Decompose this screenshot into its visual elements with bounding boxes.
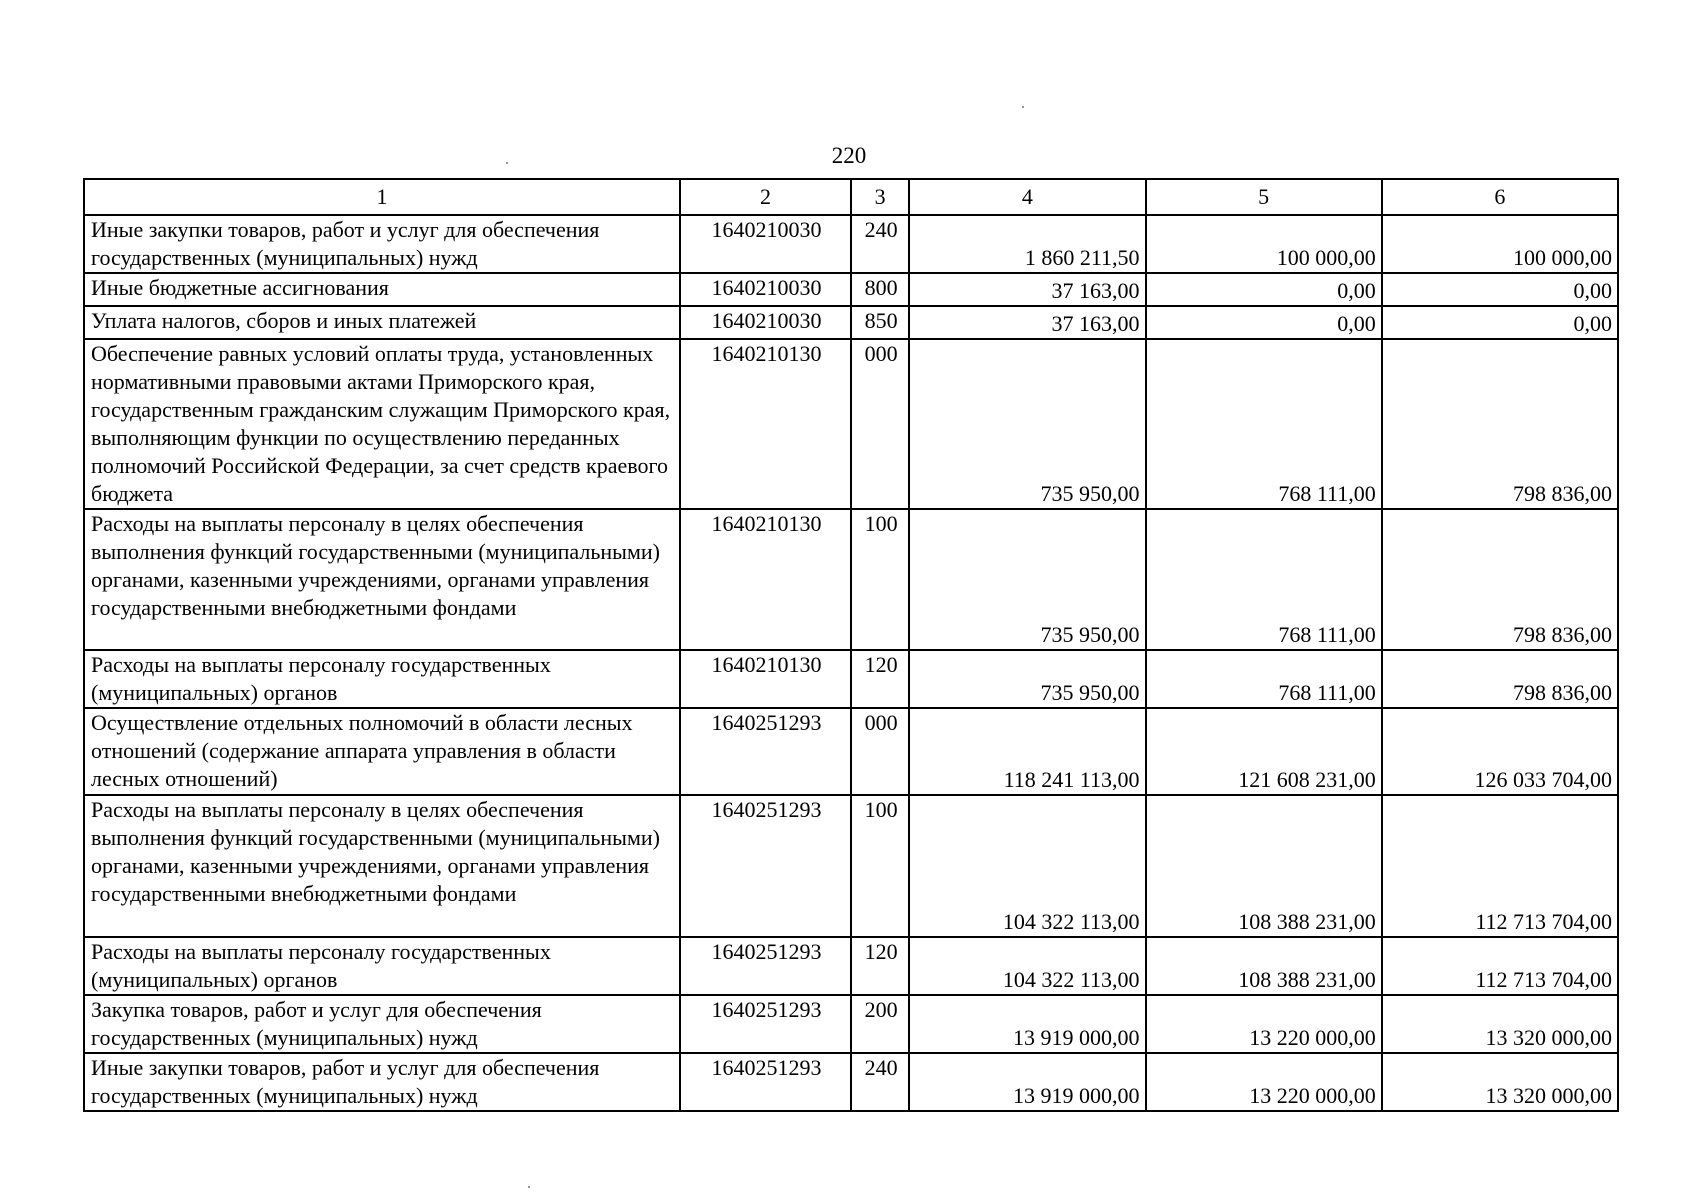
row-amount-col6: 0,00	[1382, 273, 1618, 306]
row-amount-col6: 798 836,00	[1382, 509, 1618, 650]
row-expense-type: 000	[851, 708, 909, 795]
row-expense-type: 100	[851, 509, 909, 650]
row-code: 1640210030	[680, 215, 851, 273]
row-amount-col5: 108 388 231,00	[1146, 937, 1382, 995]
row-code: 1640251293	[680, 1053, 851, 1111]
row-amount-col5: 768 111,00	[1146, 509, 1382, 650]
scan-speck	[528, 1186, 530, 1188]
row-amount-col6: 798 836,00	[1382, 650, 1618, 708]
row-expense-type: 120	[851, 650, 909, 708]
row-name: Иные закупки товаров, работ и услуг для обеспечения государственных (муниципальных) нужд	[84, 215, 680, 273]
row-amount-col5: 768 111,00	[1146, 650, 1382, 708]
row-amount-col6: 13 320 000,00	[1382, 995, 1618, 1053]
table-row	[84, 215, 1618, 273]
table-row	[84, 937, 1618, 995]
page-number: 220	[831, 143, 867, 168]
row-expense-type: 240	[851, 215, 909, 273]
row-name: Расходы на выплаты персоналу в целях обеспечения выполнения функций государственными (муниципальными) органами, казенными учреждениями, органами управления государственными внебюджетными фондами	[84, 795, 680, 937]
row-amount-col6: 798 836,00	[1382, 339, 1618, 509]
row-amount-col4: 735 950,00	[909, 650, 1145, 708]
row-name: Иные закупки товаров, работ и услуг для обеспечения государственных (муниципальных) нужд	[84, 1053, 680, 1111]
row-code: 1640210030	[680, 306, 851, 339]
row-amount-col6: 112 713 704,00	[1382, 937, 1618, 995]
row-amount-col4: 1 860 211,50	[909, 215, 1145, 273]
row-amount-col5: 108 388 231,00	[1146, 795, 1382, 937]
table-row	[84, 795, 1618, 937]
row-expense-type: 000	[851, 339, 909, 509]
row-name: Закупка товаров, работ и услуг для обеспечения государственных (муниципальных) нужд	[84, 995, 680, 1053]
row-amount-col6: 100 000,00	[1382, 215, 1618, 273]
row-amount-col5: 13 220 000,00	[1146, 1053, 1382, 1111]
row-code: 1640251293	[680, 995, 851, 1053]
row-expense-type: 200	[851, 995, 909, 1053]
budget-table	[83, 178, 1619, 1112]
row-amount-col4: 13 919 000,00	[909, 1053, 1145, 1111]
row-name: Уплата налогов, сборов и иных платежей	[84, 306, 680, 339]
row-amount-col5: 0,00	[1146, 306, 1382, 339]
row-amount-col6: 112 713 704,00	[1382, 795, 1618, 937]
row-code: 1640210130	[680, 339, 851, 509]
row-amount-col5: 13 220 000,00	[1146, 995, 1382, 1053]
row-amount-col4: 37 163,00	[909, 273, 1145, 306]
row-code: 1640210030	[680, 273, 851, 306]
row-amount-col6: 13 320 000,00	[1382, 1053, 1618, 1111]
table-row	[84, 1053, 1618, 1111]
row-expense-type: 100	[851, 795, 909, 937]
row-amount-col5: 0,00	[1146, 273, 1382, 306]
row-name: Расходы на выплаты персоналу государственных (муниципальных) органов	[84, 650, 680, 708]
table-row	[84, 306, 1618, 339]
row-amount-col4: 735 950,00	[909, 339, 1145, 509]
column-header: 2	[680, 179, 851, 215]
row-expense-type: 240	[851, 1053, 909, 1111]
row-code: 1640251293	[680, 937, 851, 995]
column-header: 6	[1382, 179, 1618, 215]
row-amount-col4: 104 322 113,00	[909, 937, 1145, 995]
scan-speck	[506, 162, 508, 164]
row-expense-type: 120	[851, 937, 909, 995]
row-amount-col4: 104 322 113,00	[909, 795, 1145, 937]
table-row	[84, 995, 1618, 1053]
column-header: 3	[851, 179, 909, 215]
row-code: 1640210130	[680, 509, 851, 650]
row-name: Иные бюджетные ассигнования	[84, 273, 680, 306]
row-amount-col4: 735 950,00	[909, 509, 1145, 650]
row-amount-col6: 0,00	[1382, 306, 1618, 339]
row-name: Обеспечение равных условий оплаты труда, установленных нормативными правовыми актами Приморского края, государственным гражданским служащим Приморского края, выполняющим функции по осуществлению переданных полномочий Российской Федерации, за счет средств краевого бюджета	[84, 339, 680, 509]
scan-speck	[1022, 106, 1024, 108]
row-amount-col4: 13 919 000,00	[909, 995, 1145, 1053]
table-row	[84, 509, 1618, 650]
column-header: 1	[84, 179, 680, 215]
row-code: 1640251293	[680, 708, 851, 795]
row-amount-col5: 768 111,00	[1146, 339, 1382, 509]
row-code: 1640251293	[680, 795, 851, 937]
row-name: Расходы на выплаты персоналу государственных (муниципальных) органов	[84, 937, 680, 995]
row-name: Расходы на выплаты персоналу в целях обеспечения выполнения функций государственными (муниципальными) органами, казенными учреждениями, органами управления государственными внебюджетными фондами	[84, 509, 680, 650]
table-row	[84, 273, 1618, 306]
row-amount-col6: 126 033 704,00	[1382, 708, 1618, 795]
row-amount-col4: 118 241 113,00	[909, 708, 1145, 795]
column-header: 4	[909, 179, 1145, 215]
row-amount-col5: 121 608 231,00	[1146, 708, 1382, 795]
row-expense-type: 850	[851, 306, 909, 339]
table-row	[84, 650, 1618, 708]
column-header: 5	[1146, 179, 1382, 215]
table-body	[84, 215, 1618, 1111]
row-amount-col4: 37 163,00	[909, 306, 1145, 339]
header-row	[84, 179, 1618, 215]
table-row	[84, 339, 1618, 509]
table-row	[84, 708, 1618, 795]
row-expense-type: 800	[851, 273, 909, 306]
row-amount-col5: 100 000,00	[1146, 215, 1382, 273]
row-name: Осуществление отдельных полномочий в области лесных отношений (содержание аппарата управления в области лесных отношений)	[84, 708, 680, 795]
row-code: 1640210130	[680, 650, 851, 708]
